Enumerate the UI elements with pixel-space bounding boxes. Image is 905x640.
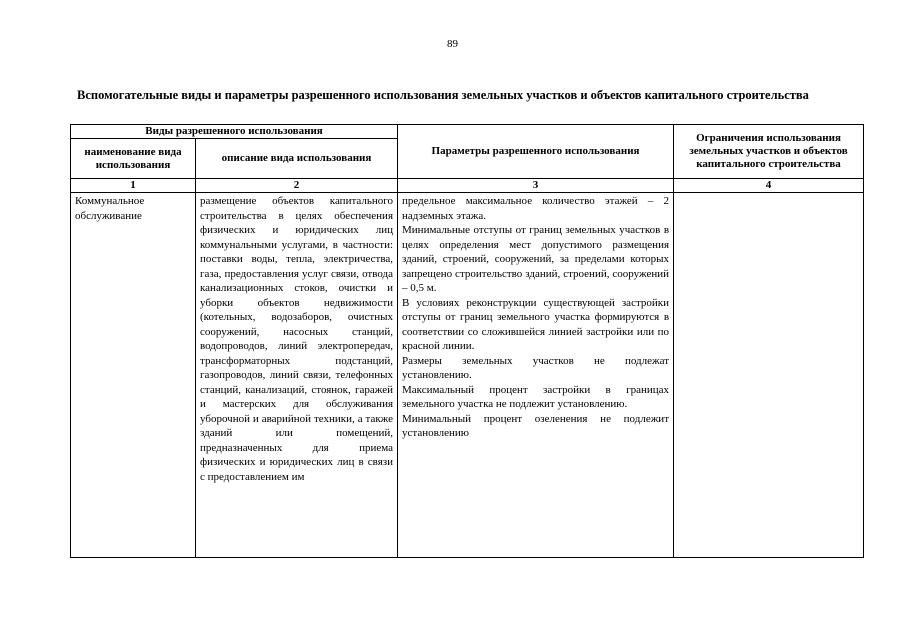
parameter-paragraph: Минимальный процент озеленения не подлежит установлению xyxy=(402,412,670,439)
column-number: 2 xyxy=(196,179,398,193)
header-use-description: описание вида использования xyxy=(196,139,398,179)
parameter-paragraph: предельное максимальное количество этажей – 2 надземных этажа. xyxy=(402,195,670,222)
document-title: Вспомогательные виды и параметры разрешенного использования земельных участков и объектов капитального строительства xyxy=(77,88,809,102)
parameters-cell xyxy=(398,193,674,558)
land-use-table xyxy=(70,124,864,558)
header-use-types-group: Виды разрешенного использования xyxy=(71,125,398,139)
parameter-paragraph: Минимальные отступы от границ земельных участков в целях определения мест допустимого размещения зданий, строений, сооружений, за пределами которых запрещено строительство зданий, строений, сооружений – 0,5 м. xyxy=(402,224,670,294)
restrictions-cell xyxy=(674,193,864,558)
page-number: 89 xyxy=(447,38,458,50)
column-number: 1 xyxy=(71,179,196,193)
column-number: 3 xyxy=(398,179,674,193)
parameter-paragraph: Размеры земельных участков не подлежат установлению. xyxy=(402,354,670,381)
table-header-row xyxy=(71,125,864,139)
header-restrictions: Ограничения использования земельных участков и объектов капитального строительства xyxy=(674,125,864,179)
column-number-row xyxy=(71,179,864,193)
header-parameters: Параметры разрешенного использования xyxy=(398,125,674,179)
column-number: 4 xyxy=(674,179,864,193)
use-description-cell: размещение объектов капитального строительства в целях обеспечения физических и юридических лиц коммунальными услугами, в частности: поставки воды, тепла, электричества, газа, предоставления услуг связи, отвода канализационных стоков, очистки и уборки объектов недвижимости (котельных, водозаборов, очистных сооружений, насосных станций, водопроводов, линий электропередач, трансформаторных подстанций, газопроводов, линий связи, телефонных станций, канализаций, стоянок, гаражей и мастерских для обслуживания уборочной и аварийной техники, а также зданий или помещений, предназначенных для приема физических и юридических лиц в связи с предоставлением им xyxy=(196,193,398,558)
table-row xyxy=(71,193,864,558)
header-use-name: наименование вида использования xyxy=(71,139,196,179)
parameter-paragraph: Максимальный процент застройки в границах земельного участка не подлежит установлению. xyxy=(402,383,670,410)
use-name-cell: Коммунальное обслуживание xyxy=(71,193,196,558)
parameter-paragraph: В условиях реконструкции существующей застройки отступы от границ земельного участка формируются в соответствии со сложившейся линией застройки или по красной линии. xyxy=(402,296,670,352)
